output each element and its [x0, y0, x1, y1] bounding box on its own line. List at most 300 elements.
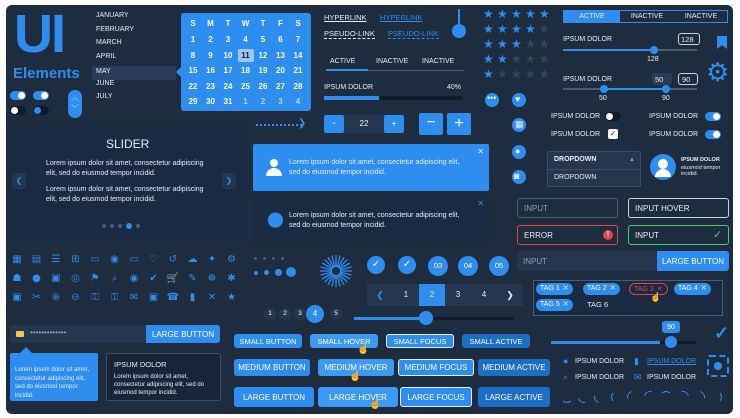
chat-icon[interactable]: ▣	[12, 292, 22, 303]
star-ratings	[483, 8, 563, 88]
password-value: •••••••••••••	[30, 328, 67, 337]
loader-crescent	[561, 391, 573, 403]
star-icon[interactable]: ★	[483, 22, 494, 36]
star-icon[interactable]: ★	[483, 52, 494, 66]
carousel-dot[interactable]	[110, 224, 114, 228]
card-text: Lorem ipsum dolor sit amet, consectetur adipiscing elit, sed do eiusmod tempor incidid.	[114, 374, 205, 396]
progress-value: 40%	[447, 84, 462, 91]
page-button[interactable]: 1	[393, 284, 419, 306]
notification-text: Lorem ipsum dolor sit amet, consectetur adipiscing elit, sed do eiusmod tempor incidid.	[289, 212, 460, 229]
scroll-stepper[interactable]	[68, 90, 82, 118]
loading-crescents	[561, 389, 731, 409]
slider-paragraph: Lorem ipsum dolor sit amet, consectetur adipiscing elit, sed do eiusmod tempor incidid.	[46, 186, 204, 203]
icon-grid	[10, 254, 250, 310]
calendar-day[interactable]: 11	[238, 49, 254, 62]
carousel-dot[interactable]	[136, 224, 140, 228]
star-icon[interactable]: ★	[539, 52, 550, 66]
prev-arrow-icon[interactable]: ❮	[367, 284, 393, 306]
target-icon[interactable]: ◎	[71, 273, 80, 284]
medium-hover-button[interactable]: MEDIUM HOVER	[318, 359, 394, 376]
close-icon[interactable]: ✕	[477, 147, 484, 156]
lock-icon[interactable]: ⚿	[91, 292, 99, 303]
close-icon[interactable]: ✕	[207, 292, 217, 303]
small-button[interactable]: SMALL BUTTON	[234, 334, 302, 348]
star-icon[interactable]: ★	[511, 22, 522, 36]
checkbox-label: IPSUM DOLOR	[551, 131, 601, 138]
slider-value-input[interactable]: 128	[678, 33, 700, 45]
slider-panel	[6, 125, 246, 241]
key-icon	[16, 331, 24, 337]
page-dot[interactable]: 3	[294, 308, 306, 320]
input-field-hover[interactable]: INPUT HOVER	[628, 198, 729, 218]
calendar-day[interactable]: 1	[243, 97, 248, 106]
range-track	[563, 88, 697, 90]
toggle-off[interactable]	[10, 106, 26, 115]
calendar-day[interactable]: 31	[223, 97, 233, 106]
camera-icon[interactable]: ◙	[512, 170, 526, 184]
tag-chip[interactable]	[536, 299, 573, 311]
list-link[interactable]: IPSUM DOLOR	[647, 358, 697, 365]
tag-label: TAG 4	[678, 285, 698, 292]
close-icon[interactable]: ✕	[609, 285, 616, 292]
page-dot[interactable]: 1	[264, 308, 276, 320]
calendar-day[interactable]: 15	[188, 66, 198, 75]
gear-icon[interactable]: ⚙	[227, 254, 236, 265]
home-icon[interactable]: ☗	[12, 273, 22, 284]
grid-icon[interactable]: ▦	[512, 118, 526, 132]
calendar-day[interactable]: 4	[243, 35, 248, 44]
star-icon[interactable]: ★	[511, 52, 522, 66]
range-low-input[interactable]: 50	[652, 73, 672, 85]
notification-text: Lorem ipsum dolor sit amet, consectetur adipiscing elit, sed do eiusmod tempor incidid.	[289, 159, 460, 176]
close-icon[interactable]: ✕	[562, 301, 569, 308]
range-high-below: 90	[662, 95, 670, 102]
tag-label: TAG 2	[587, 285, 607, 292]
star-icon[interactable]: ★	[497, 67, 508, 81]
page-dot[interactable]: 4	[306, 305, 324, 323]
loader-dot	[286, 267, 296, 277]
user-icon[interactable]: ●	[512, 145, 526, 159]
calendar-day[interactable]: 26	[258, 81, 268, 91]
small-active-button[interactable]: SMALL ACTIVE	[462, 334, 530, 348]
password-field[interactable]	[10, 325, 146, 343]
spinner-icon	[318, 253, 354, 289]
tabs-small	[324, 55, 464, 71]
window-icon[interactable]: ▭	[90, 254, 100, 265]
close-icon[interactable]: ✕	[562, 285, 569, 292]
tag-chip[interactable]	[536, 283, 573, 295]
loader-crescent	[660, 391, 672, 403]
calendar-weekday: T	[225, 19, 231, 28]
loader-dot	[264, 270, 269, 275]
loader-dot	[275, 269, 282, 276]
cursor-hand-icon: ☝	[357, 344, 370, 355]
input-with-button[interactable]: INPUT	[517, 251, 657, 271]
chevron-up-icon[interactable]: ▲	[629, 157, 635, 163]
menu-icon[interactable]: ☰	[51, 254, 61, 265]
calendar	[181, 13, 311, 111]
loader-dot	[254, 257, 257, 260]
loader-dot	[254, 271, 258, 275]
stepper-value[interactable]: 22	[344, 115, 384, 133]
tag-label: TAG 3	[634, 286, 654, 293]
star-icon[interactable]: ★	[483, 67, 494, 81]
stepper-minus[interactable]: -	[324, 115, 344, 133]
calendar-day[interactable]: 16	[206, 66, 215, 75]
grid-icon[interactable]: ▦	[12, 254, 22, 265]
loader-crescent	[710, 391, 722, 403]
calendar-day[interactable]: 23	[206, 81, 215, 91]
tooltip-text: Lorem ipsum dolor sit amet, consectetur adipiscing elit, sed do eiusmod tempor incidid.	[15, 367, 90, 399]
calendar-day[interactable]: 30	[206, 97, 215, 106]
toggle-label: IPSUM DOLOR	[551, 113, 601, 120]
slider-thumb[interactable]	[419, 311, 433, 325]
tooltip	[10, 353, 98, 401]
calendar-day[interactable]: 21	[293, 66, 303, 75]
tab-indicator	[326, 69, 368, 71]
chevron-down-icon[interactable]: ﹀	[71, 104, 79, 113]
large-button[interactable]: LARGE BUTTON	[234, 387, 314, 407]
month-item[interactable]: MARCH	[96, 39, 122, 46]
calendar-day[interactable]: 28	[293, 81, 303, 91]
prev-arrow-icon[interactable]: ❮	[12, 173, 26, 189]
star-icon[interactable]: ★	[525, 52, 536, 66]
page-dot[interactable]: 5	[330, 308, 342, 320]
input-field[interactable]: INPUT	[517, 198, 618, 218]
large-minus-button[interactable]: −	[419, 113, 443, 135]
month-item[interactable]: APRIL	[96, 52, 117, 60]
carousel-dot[interactable]	[102, 224, 106, 228]
user-icon[interactable]: ●	[32, 273, 41, 284]
tag-chip[interactable]	[674, 283, 711, 295]
tab-active[interactable]: ACTIVE	[330, 58, 356, 65]
search-icon: ⌕	[563, 372, 569, 382]
check-circle-icon[interactable]: ✓	[398, 256, 416, 274]
star-icon[interactable]: ★	[497, 37, 508, 51]
page-button[interactable]: 4	[471, 284, 497, 306]
notification-active	[253, 144, 489, 191]
dropdown-header[interactable]: DROPDOWN	[554, 156, 597, 163]
edit-icon[interactable]: ✎	[188, 273, 197, 284]
step-circle[interactable]: 05	[489, 256, 509, 276]
tag-label: TAG 5	[540, 301, 560, 308]
sparkle-icon[interactable]: ✦	[207, 254, 217, 265]
star-icon[interactable]: ★	[511, 7, 522, 21]
toggle-on[interactable]	[705, 130, 721, 139]
logo	[10, 5, 90, 95]
calendar-day[interactable]: 29	[188, 97, 198, 106]
toggle-off-2[interactable]	[33, 106, 49, 115]
medium-focus-button[interactable]: MEDIUM FOCUS	[398, 359, 474, 376]
step-circle[interactable]: 04	[458, 256, 478, 276]
star-icon[interactable]: ★	[511, 37, 522, 51]
star-icon[interactable]: ★	[539, 37, 550, 51]
search-icon[interactable]: ⌕	[111, 273, 118, 284]
info-card	[106, 353, 221, 401]
carousel-dot-active[interactable]	[126, 223, 132, 229]
step-circle[interactable]: 03	[428, 256, 448, 276]
tag-typed-text: TAG 6	[587, 300, 609, 309]
toggle-on[interactable]	[10, 91, 26, 100]
dropdown-item[interactable]: DROPDOWN	[554, 174, 597, 181]
slider-tooltip: 90	[662, 321, 680, 333]
user-icon	[265, 158, 283, 176]
tab-inactive[interactable]: INACTIVE	[422, 58, 455, 65]
bar-chart-icon: ▮	[634, 356, 639, 366]
hyperlink[interactable]: HYPERLINK	[324, 13, 367, 22]
profile-name: IPSUM DOLOR	[681, 157, 720, 163]
progress-label: IPSUM DOLOR	[324, 84, 374, 91]
small-hover-button[interactable]: SMALL HOVER	[310, 334, 378, 348]
tag-chip[interactable]	[629, 283, 668, 295]
slider-label: IPSUM DOLOR	[563, 36, 613, 43]
loader-dots	[254, 255, 314, 315]
range-label: IPSUM DOLOR	[563, 76, 613, 83]
pseudo-link-hover[interactable]: PSEUDO-LINK	[388, 29, 439, 38]
large-button[interactable]: LARGE BUTTON	[146, 325, 220, 343]
dotted-arrow	[256, 124, 302, 126]
bookmark-icon[interactable]	[717, 36, 727, 49]
cursor-hand-icon: ☝	[349, 371, 362, 382]
calendar-day[interactable]: 9	[208, 50, 213, 60]
calendar-day[interactable]: 4	[295, 97, 301, 106]
star-icon[interactable]: ★	[539, 7, 550, 21]
loader-crescent	[691, 389, 707, 405]
cut-icon[interactable]: ✂	[32, 292, 41, 303]
star-icon[interactable]: ★	[525, 67, 536, 81]
slider-value-below: 128	[647, 56, 659, 63]
star-icon[interactable]: ★	[497, 52, 508, 66]
page-button[interactable]: 3	[445, 284, 471, 306]
month-item[interactable]: JANUARY	[96, 12, 129, 19]
tab-inactive[interactable]: INACTIVE	[684, 13, 718, 20]
large-plus-button[interactable]: +	[447, 113, 471, 135]
tab-inactive[interactable]: INACTIVE	[376, 58, 409, 65]
gear-icon[interactable]: ⚙	[706, 57, 730, 87]
star-icon[interactable]: ★	[497, 7, 508, 21]
calendar-day[interactable]: 3	[278, 97, 283, 106]
calendar-day[interactable]: 8	[190, 50, 196, 60]
calendar-day[interactable]: 6	[278, 35, 283, 44]
settings-icon[interactable]: ☸	[207, 273, 217, 284]
tooltip-pointer	[20, 347, 32, 353]
month-item[interactable]: FEBRUARY	[96, 25, 134, 33]
progress-track	[324, 96, 462, 100]
calendar-weekday: T	[260, 19, 266, 28]
cloud-icon[interactable]: ☁	[187, 254, 198, 265]
calendar-day[interactable]: 14	[293, 50, 303, 60]
hyperlink-hover[interactable]: HYPERLINK	[380, 13, 423, 22]
location-icon[interactable]: ◉	[129, 273, 139, 284]
phone-icon[interactable]: ☎	[166, 292, 180, 303]
tag-label: TAG 1	[540, 285, 560, 292]
carousel-dot[interactable]	[118, 224, 122, 228]
apps-icon[interactable]: ⊞	[71, 254, 80, 265]
target-icon	[707, 355, 729, 377]
loader-dot	[272, 257, 275, 260]
loader-crescent	[641, 389, 657, 405]
star-icon[interactable]: ★	[497, 22, 508, 36]
chevron-up-icon[interactable]: ︿	[71, 93, 79, 102]
list-label: IPSUM DOLOR	[647, 374, 697, 381]
calendar-day[interactable]: 18	[241, 66, 250, 75]
month-list	[96, 12, 176, 107]
page-button[interactable]: 2	[419, 284, 445, 306]
dropdown[interactable]	[547, 151, 641, 187]
close-icon[interactable]: ✕	[477, 199, 484, 208]
tab-active[interactable]: ACTIVE	[564, 11, 620, 22]
medium-button[interactable]: MEDIUM BUTTON	[234, 359, 310, 376]
list-label: IPSUM DOLOR	[575, 358, 625, 365]
card-title: IPSUM DOLOR	[114, 360, 167, 369]
star-icon[interactable]: ★	[511, 67, 522, 81]
large-active-button[interactable]: LARGE ACTIVE	[478, 387, 550, 407]
list-label: IPSUM DOLOR	[575, 374, 625, 381]
calendar-day[interactable]: 13	[276, 50, 285, 60]
calendar-day[interactable]: 12	[258, 50, 268, 60]
month-item[interactable]: JULY	[96, 93, 113, 100]
profile-text: eiusmod tempor incidid.	[681, 165, 721, 177]
bar-icon[interactable]: ▮	[189, 292, 196, 303]
toggle-label: IPSUM DOLOR	[649, 113, 699, 120]
logo-ui: UI	[14, 5, 64, 64]
small-focus-button[interactable]: SMALL FOCUS	[386, 334, 454, 348]
refresh-icon[interactable]: ↺	[168, 254, 178, 265]
heart-icon[interactable]: ♥	[512, 93, 526, 107]
input-field-success[interactable]: INPUT	[628, 225, 729, 245]
cursor-hand-icon: ☝	[650, 292, 662, 302]
calendar-day[interactable]: 25	[241, 81, 250, 91]
star-icon[interactable]: ★	[227, 292, 236, 303]
screen-icon[interactable]: ▭	[129, 254, 139, 265]
calendar-day[interactable]: 7	[295, 35, 301, 44]
flag-icon[interactable]: ⚑	[90, 273, 100, 284]
calendar-day[interactable]: 24	[223, 81, 233, 91]
slider-track	[354, 317, 514, 320]
medium-active-button[interactable]: MEDIUM ACTIVE	[478, 359, 550, 376]
next-arrow-icon[interactable]: ❯	[222, 173, 236, 189]
calendar-day[interactable]: 19	[258, 66, 268, 75]
asterisk-icon[interactable]: ✱	[227, 273, 236, 284]
close-icon[interactable]: ✕	[656, 286, 663, 293]
large-focus-button[interactable]: LARGE FOCUS	[400, 387, 472, 407]
heart-icon[interactable]: ♡	[149, 254, 158, 265]
calendar-day[interactable]: 1	[190, 35, 196, 44]
loader-dot	[263, 257, 266, 260]
slider-thumb[interactable]	[650, 46, 658, 54]
calendar-day[interactable]: 17	[223, 66, 233, 75]
star-icon[interactable]: ★	[539, 22, 550, 36]
loader-dot	[281, 257, 284, 260]
knob[interactable]	[452, 24, 466, 38]
calendar-weekday: W	[241, 19, 250, 28]
slider-title: SLIDER	[106, 137, 150, 151]
toggle-off[interactable]	[605, 112, 621, 121]
calendar-day[interactable]: 2	[208, 35, 213, 44]
calendar-weekday: F	[278, 19, 283, 28]
range-thumb-high[interactable]	[662, 85, 670, 93]
stepper-plus[interactable]: +	[384, 115, 404, 133]
calendar-icon[interactable]: ▣	[148, 292, 159, 303]
slider-paragraph: Lorem ipsum dolor sit amet, consectetur adipiscing elit, sed do eiusmod tempor incidid.	[46, 160, 204, 177]
input-field-error[interactable]: ERROR	[517, 225, 618, 245]
toggle-label: IPSUM DOLOR	[649, 131, 699, 138]
error-icon: !	[603, 230, 613, 240]
tab-inactive[interactable]: INACTIVE	[630, 13, 664, 20]
image-icon[interactable]: ▣	[51, 273, 61, 284]
slider-track	[563, 49, 697, 51]
check-icon[interactable]: ✔	[149, 273, 158, 284]
calendar-day[interactable]: 3	[225, 35, 231, 44]
slider-thumb[interactable]	[665, 336, 677, 348]
progress-fill	[324, 96, 379, 100]
mail-icon[interactable]: ✉	[129, 292, 139, 303]
calendar-day[interactable]: 27	[276, 81, 285, 91]
toggle-on-2[interactable]	[33, 91, 49, 100]
tag-chip[interactable]	[583, 283, 620, 295]
loader-crescent	[575, 389, 591, 405]
notification	[253, 196, 489, 243]
calendar-day[interactable]: 10	[223, 50, 233, 60]
tab-baseline	[368, 70, 464, 71]
add-icon[interactable]: ⊕	[51, 292, 61, 303]
month-item-selected[interactable]: MAY	[92, 66, 176, 80]
calendar-day[interactable]: 20	[276, 66, 285, 75]
checkbox-checked[interactable]: ✓	[609, 129, 617, 138]
large-button[interactable]: LARGE BUTTON	[657, 251, 729, 271]
loader-crescent	[625, 389, 641, 405]
star-icon[interactable]: ★	[539, 67, 550, 81]
loader-crescent	[592, 389, 608, 405]
calendar-day[interactable]: 22	[188, 81, 198, 91]
calendar-day[interactable]: 5	[260, 35, 266, 44]
avatar[interactable]	[650, 154, 676, 180]
calendar-weekday: S	[295, 19, 301, 28]
range-thumb-low[interactable]	[600, 85, 608, 93]
tabs-top	[563, 10, 728, 23]
loader-crescent	[611, 391, 623, 403]
star-icon[interactable]: ★	[483, 7, 494, 21]
star-icon[interactable]: ★	[483, 37, 494, 51]
more-icon[interactable]: •••	[485, 93, 499, 107]
star-icon[interactable]: ★	[525, 37, 536, 51]
remove-icon[interactable]: ⊖	[71, 292, 80, 303]
star-icon[interactable]: ★	[525, 22, 536, 36]
calendar-weekday: S	[190, 19, 196, 28]
month-item[interactable]: JUNE	[96, 79, 115, 87]
next-arrow-icon[interactable]: ❯	[497, 284, 523, 306]
loader-crescent	[674, 389, 690, 405]
record-icon[interactable]: ◉	[110, 254, 119, 265]
pseudo-link[interactable]: PSEUDO-LINK	[324, 29, 375, 38]
check-icon: ✓	[713, 229, 723, 241]
range-low-below: 50	[599, 95, 607, 102]
star-icon[interactable]: ★	[525, 7, 536, 21]
unlock-icon[interactable]: ⚿	[110, 292, 119, 303]
large-hover-button[interactable]: LARGE HOVER	[318, 387, 398, 407]
ui-kit-canvas	[6, 5, 733, 414]
list-icon[interactable]: ▤	[31, 254, 42, 265]
check-circle-icon[interactable]: ✓	[367, 256, 385, 274]
page-dot[interactable]: 2	[279, 308, 291, 320]
range-high-input[interactable]: 90	[678, 73, 698, 85]
toggle-on[interactable]	[705, 112, 721, 121]
cart-icon[interactable]: 🛒	[166, 273, 180, 284]
calendar-day[interactable]: 2	[260, 97, 266, 106]
logo-elements: Elements	[13, 65, 80, 82]
close-icon[interactable]: ✕	[700, 285, 707, 292]
location-pin-icon: ⬤	[267, 211, 284, 228]
